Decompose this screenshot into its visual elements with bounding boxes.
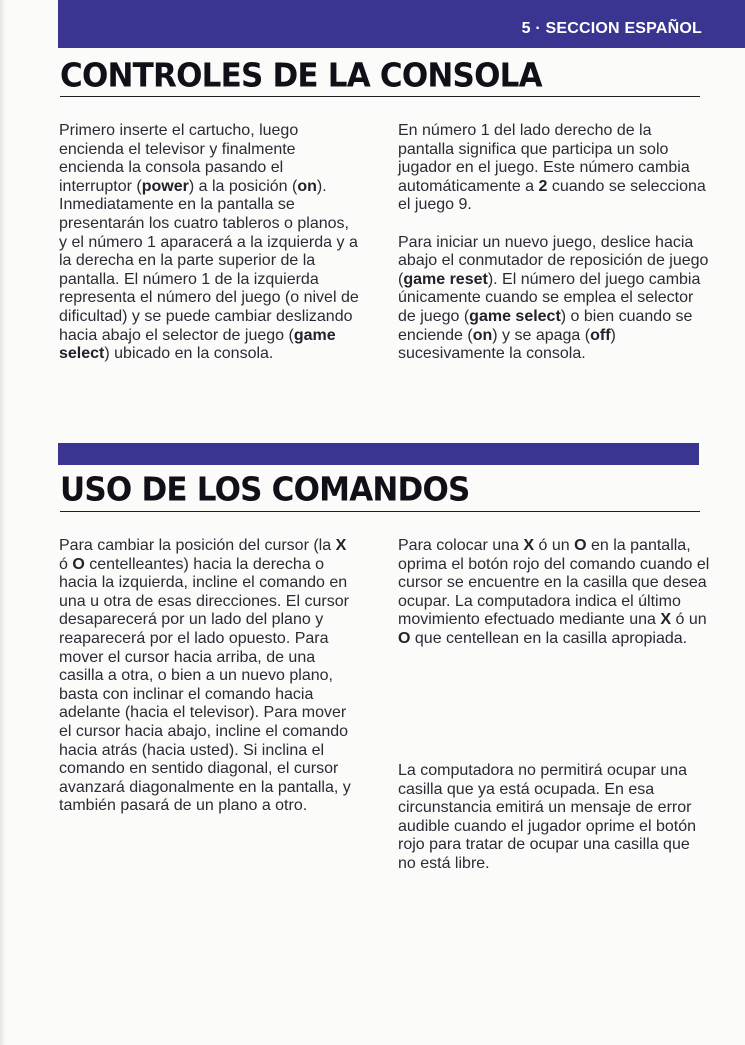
consola-right-paragraphs: En número 1 del lado derecho de la pantalla significa que participa un solo jugador en el juego. Este número cambia automáticamente a 2 cuando se selecciona el juego 9. Para iniciar un nuevo juego, deslice hacia abajo el conmutador de reposición de juego (game reset). El número del juego cambia únicamente cuando se emplea el selector de juego (game select) o bien cuando se enciende (on) y se apaga (off) sucesivamente la consola. [398, 122, 709, 363]
comandos-left-paragraph: Para cambiar la posición del cursor (la X ó O centelleantes) hacia la derecha o hacia la izquierda, incline el comando en una u otra de esas direcciones. El cursor desaparecerá por un lado del plano y reaparecerá por el lado opuesto. Para mover el cursor hacia arriba, de una casilla a otra, o bien a un nuevo plano, basta con inclinar el comando hacia adelante (hacia el televisor). Para mover el cursor hacia abajo, incline el comando hacia atrás (hacia usted). Si inclina el comando en sentido diagonal, el cursor avanzará diagonalmente en la pantalla, y también pasará de un plano a otro. [59, 537, 351, 815]
consola-left-paragraph: Primero inserte el cartucho, luego encienda el televisor y finalmente encienda la consola pasando el interruptor (power) a la posición (on). Inmediatamente en la pantalla se presentarán los cuatro tableros o planos, y el número 1 aparacerá a la izquierda y a la derecha en la parte superior de la pantalla. El número 1 de la izquierda representa el número del juego (o nivel de dificultad) y se puede cambiar deslizando hacia abajo el selector de juego (game select) ubicado en la consola. [59, 122, 359, 363]
section-label: 5 · SECCION ESPAÑOL [521, 20, 702, 37]
comandos-right-paragraph-2: La computadora no permitirá ocupar una casilla que ya está ocupada. En esa circunstancia emitirá un mensaje de error audible cuando el jugador oprime el botón rojo para tratar de ocupar una casilla que no está libre. [398, 762, 696, 872]
divider-band [58, 443, 699, 465]
title-rule-2 [60, 511, 700, 512]
header-band [58, 0, 745, 48]
comandos-right-paragraph-1: Para colocar una X ó un O en la pantalla, oprima el botón rojo del comando cuando el cursor se encuentre en la casilla que desea ocupar. La computadora indica el último movimiento efectuado mediante una X ó un O que centellean en la casilla apropiada. [398, 537, 710, 647]
section-title-consola: CONTROLES DE LA CONSOLA [60, 57, 542, 95]
section-title-comandos: USO DE LOS COMANDOS [60, 471, 470, 509]
title-rule-1 [60, 96, 700, 97]
page-edge-shadow [0, 0, 6, 1045]
